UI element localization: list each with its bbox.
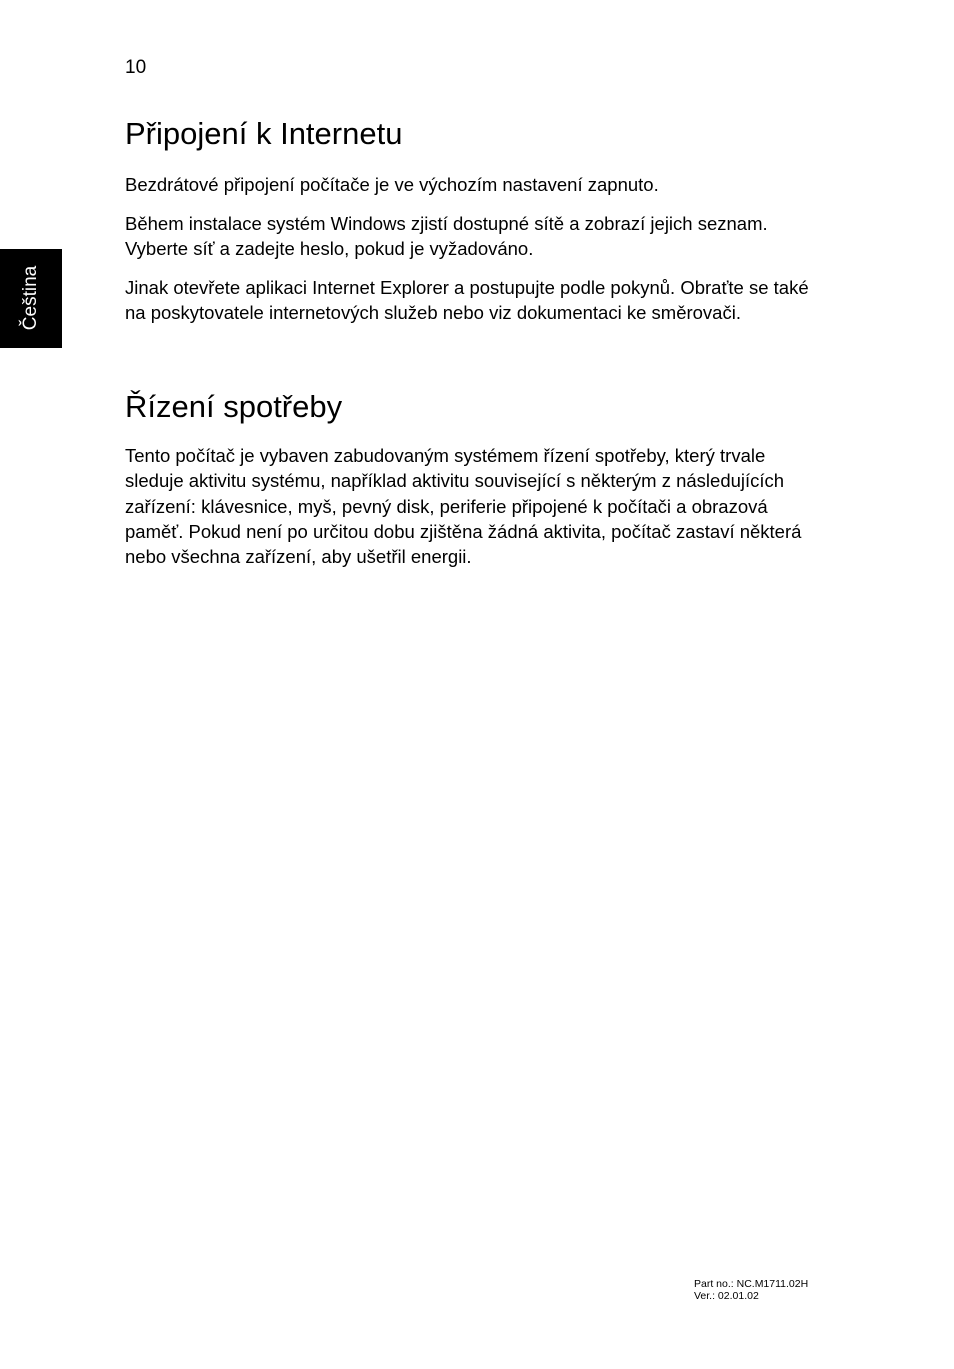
footer-part-number: Part no.: NC.M1711.02H — [694, 1278, 809, 1290]
page-number: 10 — [125, 57, 147, 78]
language-tab-label: Čeština — [20, 265, 41, 331]
section-title-internet: Připojení k Internetu — [125, 116, 403, 151]
internet-paragraph-3: Jinak otevřete aplikaci Internet Explorer a postupujte podle pokynů. Obraťte se také na poskytovatele internetových služeb nebo viz dokumentaci ke směrovači. — [125, 277, 809, 324]
section-title-power-management: Řízení spotřeby — [125, 389, 343, 424]
footer-part-info — [694, 1278, 808, 1302]
language-side-tab — [0, 249, 62, 348]
footer-version: Ver.: 02.01.02 — [694, 1290, 759, 1302]
internet-paragraph-1: Bezdrátové připojení počítače je ve výchozím nastavení zapnuto. — [125, 174, 659, 195]
power-paragraph-1: Tento počítač je vybaven zabudovaným systémem řízení spotřeby, který trvale sleduje aktivitu systému, například aktivitu související s některým z následujících zařízení: klávesnice, myš, pevný disk, periferie připojené k počítači a obrazová paměť. Pokud není po určitou dobu zjištěna žádná aktivita, počítač zastaví některá nebo všechna zařízení, aby ušetřil energii. — [125, 445, 802, 568]
internet-paragraph-2: Během instalace systém Windows zjistí dostupné sítě a zobrazí jejich seznam. Vyberte síť a zadejte heslo, pokud je vyžadováno. — [125, 213, 768, 260]
